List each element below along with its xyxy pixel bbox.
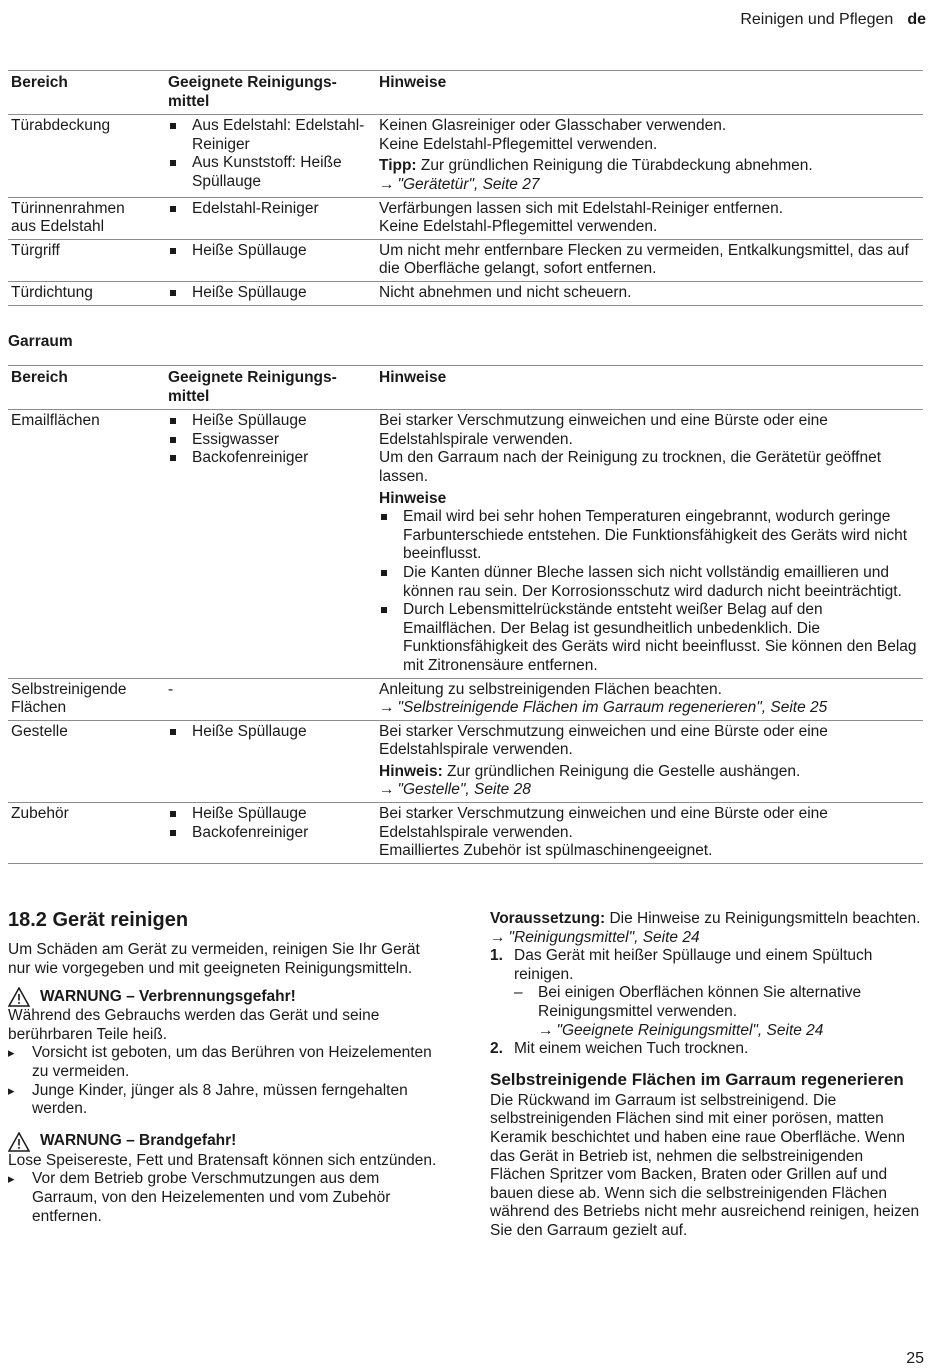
prerequisite xyxy=(490,910,922,929)
subsection-text: Die Rückwand im Garraum ist selbstreinigend. Die selbstreinigenden Flächen sind mit einer porösen, matten Keramik beschichtet und haben eine raue Oberfläche. Wenn das Gerät in Betrieb ist, nehmen die selbstreinigenden Flächen Spritzer vom Backen, Braten oder Grillen auf und bauen diese ab. Wenn sich die selbstreinigenden Flächen während des Betriebs nicht mehr ausreichend reinigen, heizen Sie den Garraum gezielt auf. xyxy=(490,1091,920,1239)
section-title: 18.2 Gerät reinigen xyxy=(8,909,189,931)
note-line: Verfärbungen lassen sich mit Edelstahl-Reiniger entfernen. xyxy=(379,199,784,217)
cell-hinweise: Um nicht mehr entfernbare Flecken zu vermeiden, Entkalkungsmittel, das auf die Oberfläche gelangt, sofort entfernen. xyxy=(379,241,909,278)
cell-mittel xyxy=(165,239,376,281)
table-row xyxy=(8,115,923,197)
warning-text: Lose Speisereste, Fett und Bratensaft können sich entzünden. xyxy=(8,1151,437,1169)
prerequisite-label: Voraussetzung: xyxy=(490,910,606,927)
cell-hinweise xyxy=(376,803,923,864)
step-item xyxy=(490,1040,922,1059)
list-item: Heiße Spüllauge xyxy=(168,412,372,431)
warning-triangle-icon xyxy=(8,987,30,1007)
step-number: 2. xyxy=(490,1040,503,1058)
cell-mittel xyxy=(165,720,376,802)
tip-text: Zur gründlichen Reinigung die Gestelle aushängen. xyxy=(447,762,801,780)
list-item: Die Kanten dünner Bleche lassen sich nicht vollständig emaillieren und können rau sein. Der Korrosionsschutz wird dadurch nicht beeinträchtigt. xyxy=(379,564,919,601)
col-header-mittel: Geeignete Reinigungs- mittel xyxy=(168,369,337,405)
col-header-hinweise: Hinweise xyxy=(379,74,447,91)
list-item: Email wird bei sehr hohen Temperaturen eingebrannt, wodurch geringe Farbunterschiede entstehen. Die Funktionsfähigkeit des Geräts wird nicht beeinflusst. xyxy=(379,508,919,564)
tip xyxy=(379,157,919,176)
sub-step xyxy=(514,984,922,1040)
prerequisite-text: Die Hinweise zu Reinigungsmitteln beachten. xyxy=(609,910,921,927)
xref-text: "Selbstreinigende Flächen im Garraum regenerieren", Seite 25 xyxy=(397,699,828,717)
list-item: Backofenreiniger xyxy=(168,449,372,468)
cell-bereich: Emailflächen xyxy=(11,412,100,430)
list-item: Heiße Spüllauge xyxy=(168,805,372,824)
arrow-icon: → xyxy=(490,928,506,946)
col-header-hinweise: Hinweise xyxy=(379,369,447,386)
list-item: Aus Edelstahl: Edelstahl-Reiniger xyxy=(168,117,372,154)
section-intro: Um Schäden am Gerät zu vermeiden, reinigen Sie Ihr Gerät nur wie vorgegeben und mit geeigneten Reinigungsmitteln. xyxy=(8,941,420,977)
cell-mittel xyxy=(165,410,376,678)
cross-reference-link[interactable] xyxy=(379,176,919,195)
step-item xyxy=(490,947,922,1040)
note-line: Keine Edelstahl-Pflegemittel verwenden. xyxy=(379,135,658,153)
cell-hinweise xyxy=(376,720,923,802)
cell-bereich: Gestelle xyxy=(11,722,68,740)
cross-reference-link[interactable] xyxy=(379,699,919,718)
cell-mittel xyxy=(165,197,376,239)
warning-text: Während des Gebrauchs werden das Gerät und seine berührbaren Teile heiß. xyxy=(8,1007,380,1043)
table-row xyxy=(8,197,923,239)
list-item: Essigwasser xyxy=(168,431,372,450)
cell-bereich: Türgriff xyxy=(11,241,60,259)
cell-bereich: Türinnenrahmen aus Edelstahl xyxy=(11,199,125,236)
col-header-mittel: Geeignete Reinigungs- mittel xyxy=(168,74,337,110)
table-row xyxy=(8,803,923,864)
warning-title: WARNUNG – Verbrennungsgefahr! xyxy=(40,987,296,1005)
cell-mittel: - xyxy=(168,680,174,698)
table-row xyxy=(8,281,923,305)
note-line: Keine Edelstahl-Pflegemittel verwenden. xyxy=(379,218,658,236)
list-item: Edelstahl-Reiniger xyxy=(168,200,372,219)
xref-text: "Reinigungsmittel", Seite 24 xyxy=(508,928,700,946)
cell-hinweise: Nicht abnehmen und nicht scheuern. xyxy=(379,283,632,301)
cleaning-table-door xyxy=(8,70,923,306)
cell-bereich: Türabdeckung xyxy=(11,117,111,135)
tip xyxy=(379,763,919,782)
xref-text: "Gestelle", Seite 28 xyxy=(397,781,531,799)
list-item: Backofenreiniger xyxy=(168,824,372,843)
page-number: 25 xyxy=(906,1350,924,1367)
tip-label: Tipp: xyxy=(379,157,417,175)
warning-title: WARNUNG – Brandgefahr! xyxy=(40,1132,237,1150)
cross-reference-link[interactable] xyxy=(490,929,922,948)
cell-bereich: Türdichtung xyxy=(11,283,93,301)
list-item: Durch Lebensmittelrückstände entsteht weißer Belag auf den Emailflächen. Der Belag ist gesundheitlich unbedenklich. Die Funktionsfähigkeit des Geräts wird nicht beeinflusst. Sie können den Belag mit Zitronensäure entfernen. xyxy=(379,601,919,675)
running-head-section: Reinigen und Pflegen xyxy=(740,11,894,28)
table-row xyxy=(8,678,923,720)
note-line: Bei starker Verschmutzung einweichen und eine Bürste oder eine Edelstahlspirale verwenden. xyxy=(379,722,828,759)
right-column xyxy=(490,910,922,1241)
note-line: Bei starker Verschmutzung einweichen und eine Bürste oder eine Edelstahlspirale verwenden. xyxy=(379,412,828,448)
xref-text: "Geeignete Reinigungsmittel", Seite 24 xyxy=(556,1021,824,1039)
note-line: Emailliertes Zubehör ist spülmaschinengeeignet. xyxy=(379,842,713,860)
arrow-icon: → xyxy=(379,175,395,193)
cell-mittel xyxy=(165,115,376,197)
list-item: ▸ Vor dem Betrieb grobe Verschmutzungen aus dem Garraum, von den Heizelementen und vom Zubehör entfernen. xyxy=(8,1170,438,1226)
warning-fire-heading xyxy=(8,1132,438,1152)
list-item: Heiße Spüllauge xyxy=(168,242,372,261)
table-header xyxy=(8,71,923,115)
sub-step-text: Bei einigen Oberflächen können Sie alternative Reinigungsmittel verwenden. xyxy=(538,984,862,1020)
warning-triangle-icon xyxy=(8,1132,30,1152)
cell-hinweise xyxy=(376,678,923,720)
warning-burn-heading xyxy=(8,987,438,1007)
left-column xyxy=(8,908,438,1226)
cell-hinweise xyxy=(376,115,923,197)
step-number: 1. xyxy=(490,947,503,965)
subsection-title: Selbstreinigende Flächen im Garraum regenerieren xyxy=(490,1069,904,1089)
cell-bereich: Selbstreinigende Flächen xyxy=(11,680,127,717)
step-text: Das Gerät mit heißer Spüllauge und einem Spültuch reinigen. xyxy=(514,947,873,983)
note-line: Anleitung zu selbstreinigenden Flächen beachten. xyxy=(379,680,722,698)
list-item: ▸ Vorsicht ist geboten, um das Berühren von Heizelementen zu vermeiden. xyxy=(8,1044,438,1081)
cell-mittel xyxy=(165,803,376,864)
table-row xyxy=(8,239,923,281)
cell-bereich: Zubehör xyxy=(11,805,69,823)
col-header-bereich: Bereich xyxy=(11,74,68,91)
arrow-icon: → xyxy=(379,781,395,799)
list-item: Heiße Spüllauge xyxy=(168,284,372,303)
list-item: ▸ Junge Kinder, jünger als 8 Jahre, müssen ferngehalten werden. xyxy=(8,1082,438,1119)
cell-hinweise xyxy=(376,197,923,239)
table-row xyxy=(8,720,923,802)
tip-text: Zur gründlichen Reinigung die Türabdeckung abnehmen. xyxy=(420,157,813,175)
xref-text: "Gerätetür", Seite 27 xyxy=(397,175,540,193)
arrow-icon: → xyxy=(379,699,395,717)
tip-label: Hinweis: xyxy=(379,762,443,780)
notes-subheading: Hinweise xyxy=(379,489,447,507)
note-line: Keinen Glasreiniger oder Glasschaber verwenden. xyxy=(379,117,727,135)
table-row xyxy=(8,410,923,678)
cell-hinweise xyxy=(376,410,923,678)
note-line: Bei starker Verschmutzung einweichen und eine Bürste oder eine Edelstahlspirale verwenden. xyxy=(379,805,828,841)
cross-reference-link[interactable] xyxy=(379,781,919,800)
note-line: Um den Garraum nach der Reinigung zu trocknen, die Gerätetür geöffnet lassen. xyxy=(379,449,882,485)
list-item: Heiße Spüllauge xyxy=(168,723,372,742)
step-text: Mit einem weichen Tuch trocknen. xyxy=(514,1040,749,1058)
garraum-heading: Garraum xyxy=(8,333,73,350)
cleaning-table-garraum xyxy=(8,365,923,864)
arrow-icon: → xyxy=(538,1021,554,1039)
language-code: de xyxy=(907,11,926,28)
list-item: Aus Kunststoff: Heiße Spüllauge xyxy=(168,154,372,191)
running-head xyxy=(740,11,926,30)
cell-mittel xyxy=(165,281,376,305)
table-header xyxy=(8,366,923,410)
col-header-bereich: Bereich xyxy=(11,369,68,386)
cross-reference-link[interactable] xyxy=(538,1022,922,1041)
